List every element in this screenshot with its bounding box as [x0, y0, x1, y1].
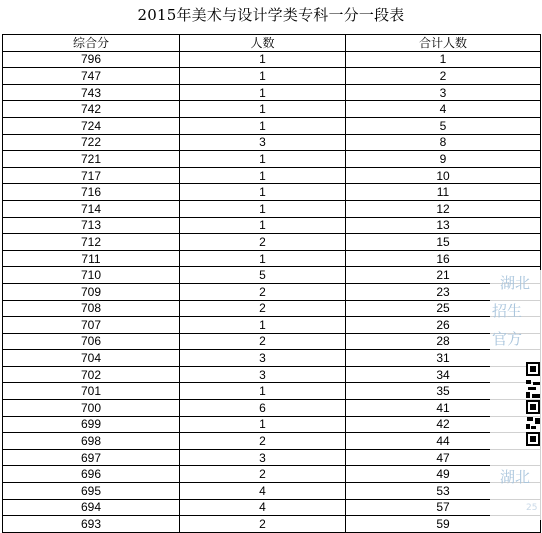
- count-cell: 1: [180, 151, 346, 168]
- table-row: [3, 283, 541, 300]
- count-cell: 1: [180, 167, 346, 184]
- score-cell: 699: [3, 416, 180, 433]
- table-row: [3, 151, 541, 168]
- count-cell: 1: [180, 250, 346, 267]
- count-cell: 1: [180, 51, 346, 68]
- table-row: [3, 267, 541, 284]
- table-row: [3, 117, 541, 134]
- table-row: [3, 317, 541, 334]
- score-cell: 708: [3, 300, 180, 317]
- count-cell: 1: [180, 416, 346, 433]
- table-row: [3, 433, 541, 450]
- count-cell: 2: [180, 466, 346, 483]
- watermark-small-text: 25: [526, 503, 538, 513]
- score-cell: 697: [3, 449, 180, 466]
- cumulative-cell: 34: [346, 366, 541, 383]
- table-row: [3, 250, 541, 267]
- count-cell: 1: [180, 317, 346, 334]
- cumulative-cell: 47: [346, 449, 541, 466]
- count-cell: 3: [180, 350, 346, 367]
- score-cell: 706: [3, 333, 180, 350]
- cumulative-cell: 8: [346, 134, 541, 151]
- score-cell: 707: [3, 317, 180, 334]
- cumulative-cell: 42: [346, 416, 541, 433]
- cumulative-cell: 49: [346, 466, 541, 483]
- table-row: [3, 449, 541, 466]
- cumulative-cell: 26: [346, 317, 541, 334]
- cumulative-cell: 59: [346, 516, 541, 533]
- count-cell: 6: [180, 400, 346, 417]
- score-cell: 694: [3, 499, 180, 516]
- score-cell: 742: [3, 101, 180, 118]
- table-row: [3, 84, 541, 101]
- score-cell: 743: [3, 84, 180, 101]
- count-cell: 1: [180, 117, 346, 134]
- score-cell: 701: [3, 383, 180, 400]
- count-cell: 1: [180, 84, 346, 101]
- count-cell: 1: [180, 184, 346, 201]
- count-cell: 3: [180, 134, 346, 151]
- cumulative-cell: 1: [346, 51, 541, 68]
- score-cell: 693: [3, 516, 180, 533]
- table-row: [3, 333, 541, 350]
- count-cell: 1: [180, 101, 346, 118]
- cumulative-cell: 44: [346, 433, 541, 450]
- watermark-text: 湖北: [500, 274, 531, 292]
- cumulative-cell: 5: [346, 117, 541, 134]
- count-cell: 1: [180, 68, 346, 85]
- cumulative-cell: 4: [346, 101, 541, 118]
- score-cell: 717: [3, 167, 180, 184]
- count-cell: 3: [180, 366, 346, 383]
- table-row: [3, 466, 541, 483]
- score-cell: 721: [3, 151, 180, 168]
- column-header-score: 综合分: [3, 35, 180, 52]
- cumulative-cell: 57: [346, 499, 541, 516]
- table-row: [3, 400, 541, 417]
- count-cell: 2: [180, 433, 346, 450]
- table-row: [3, 366, 541, 383]
- cumulative-cell: 3: [346, 84, 541, 101]
- count-cell: 5: [180, 267, 346, 284]
- score-cell: 747: [3, 68, 180, 85]
- cumulative-cell: 41: [346, 400, 541, 417]
- table-row: [3, 516, 541, 533]
- count-cell: 2: [180, 300, 346, 317]
- count-cell: 1: [180, 383, 346, 400]
- score-cell: 713: [3, 217, 180, 234]
- cumulative-cell: 15: [346, 234, 541, 251]
- score-cell: 724: [3, 117, 180, 134]
- score-cell: 712: [3, 234, 180, 251]
- score-cell: 700: [3, 400, 180, 417]
- table-row: [3, 483, 541, 500]
- score-cell: 711: [3, 250, 180, 267]
- table-row: [3, 234, 541, 251]
- cumulative-cell: 2: [346, 68, 541, 85]
- column-header-cumulative: 合计人数: [346, 35, 541, 52]
- count-cell: 3: [180, 449, 346, 466]
- score-cell: 709: [3, 283, 180, 300]
- column-header-count: 人数: [180, 35, 346, 52]
- count-cell: 4: [180, 483, 346, 500]
- count-cell: 2: [180, 283, 346, 300]
- table-row: [3, 184, 541, 201]
- score-cell: 714: [3, 200, 180, 217]
- count-cell: 1: [180, 217, 346, 234]
- cumulative-cell: 9: [346, 151, 541, 168]
- count-cell: 4: [180, 499, 346, 516]
- table-row: [3, 217, 541, 234]
- score-cell: 722: [3, 134, 180, 151]
- table-row: [3, 383, 541, 400]
- table-header-row: [3, 35, 541, 52]
- cumulative-cell: 53: [346, 483, 541, 500]
- score-cell: 710: [3, 267, 180, 284]
- table-row: [3, 350, 541, 367]
- cumulative-cell: 16: [346, 250, 541, 267]
- table-row: [3, 134, 541, 151]
- cumulative-cell: 23: [346, 283, 541, 300]
- cumulative-cell: 28: [346, 333, 541, 350]
- cumulative-cell: 12: [346, 200, 541, 217]
- score-cell: 704: [3, 350, 180, 367]
- score-cell: 695: [3, 483, 180, 500]
- cumulative-cell: 11: [346, 184, 541, 201]
- cumulative-cell: 31: [346, 350, 541, 367]
- table-row: [3, 499, 541, 516]
- score-table: [2, 34, 541, 533]
- score-cell: 796: [3, 51, 180, 68]
- score-cell: 698: [3, 433, 180, 450]
- page-title: 2015年美术与设计学类专科一分一段表: [137, 6, 405, 24]
- table-row: [3, 167, 541, 184]
- watermark-text: 湖北: [500, 468, 531, 486]
- watermark-text: 官方: [492, 330, 523, 348]
- table-row: [3, 51, 541, 68]
- cumulative-cell: 13: [346, 217, 541, 234]
- watermark-text: 招生: [492, 302, 523, 320]
- count-cell: 2: [180, 234, 346, 251]
- score-cell: 716: [3, 184, 180, 201]
- cumulative-cell: 10: [346, 167, 541, 184]
- table-row: [3, 68, 541, 85]
- table-row: [3, 101, 541, 118]
- count-cell: 1: [180, 200, 346, 217]
- table-row: [3, 416, 541, 433]
- table-row: [3, 200, 541, 217]
- table-row: [3, 300, 541, 317]
- score-cell: 696: [3, 466, 180, 483]
- count-cell: 2: [180, 333, 346, 350]
- count-cell: 2: [180, 516, 346, 533]
- score-cell: 702: [3, 366, 180, 383]
- cumulative-cell: 21: [346, 267, 541, 284]
- cumulative-cell: 25: [346, 300, 541, 317]
- cumulative-cell: 35: [346, 383, 541, 400]
